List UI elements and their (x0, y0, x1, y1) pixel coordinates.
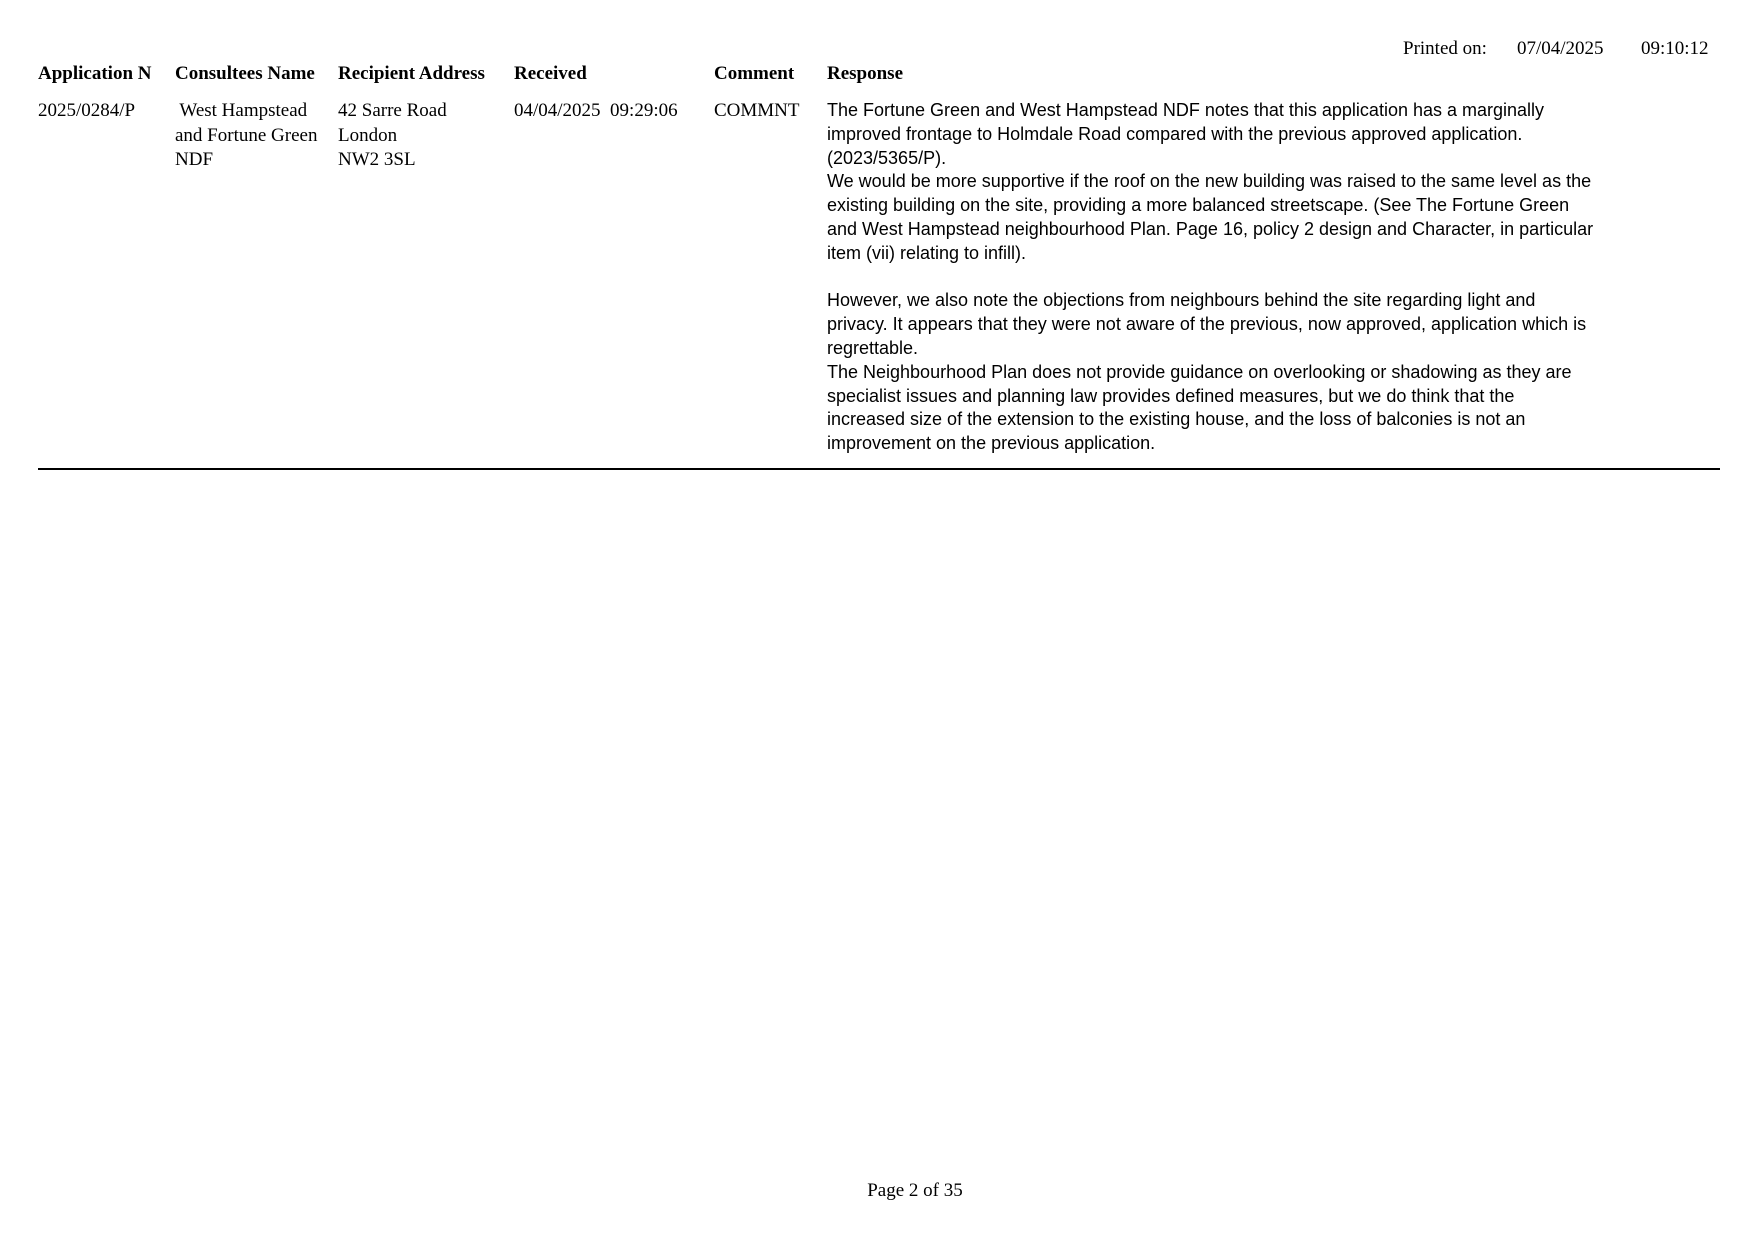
cell-comment: COMMNT (714, 100, 800, 121)
header-response: Response (827, 63, 904, 84)
header-received: Received (514, 63, 587, 84)
header-comment: Comment (714, 63, 795, 84)
printed-time: 09:10:12 (1641, 38, 1709, 59)
cell-recipient-address: 42 Sarre Road London NW2 3SL (338, 100, 447, 171)
cell-consultees-name: West Hampstead and Fortune Green NDF (175, 100, 318, 171)
header-recipient-address: Recipient Address (338, 63, 485, 84)
header-consultees-name: Consultees Name (175, 63, 315, 84)
header-application-number: Application N (38, 63, 152, 84)
cell-response: The Fortune Green and West Hampstead NDF notes that this application has a marginally improved frontage to Holmdale Road compared with the previous approved application. (2023/5365/P). We would be more supportive if the roof on the new building was raised to the same level as the existing building on the site, providing a more balanced streetscape. (See The Fortune Green and West Hampstead neighbourhood Plan. Page 16, policy 2 design and Character, in particular item (vii) relating to infill). However, we also note the objections from neighbours behind the site regarding light and privacy. It appears that they were not aware of the previous, now approved, application which is regrettable. The Neighbourhood Plan does not provide guidance on overlooking or shadowing as they are specialist issues and planning law provides defined measures, but we do think that the increased size of the extension to the existing house, and the loss of balconies is not an improvement on the previous application. (827, 100, 1594, 454)
printed-on-label: Printed on: (1403, 38, 1487, 59)
cell-received: 04/04/2025 09:29:06 (514, 100, 678, 121)
printed-date: 07/04/2025 (1517, 38, 1604, 59)
row-divider (38, 468, 1720, 470)
cell-application-number: 2025/0284/P (38, 100, 136, 121)
page-number: Page 2 of 35 (867, 1180, 963, 1201)
